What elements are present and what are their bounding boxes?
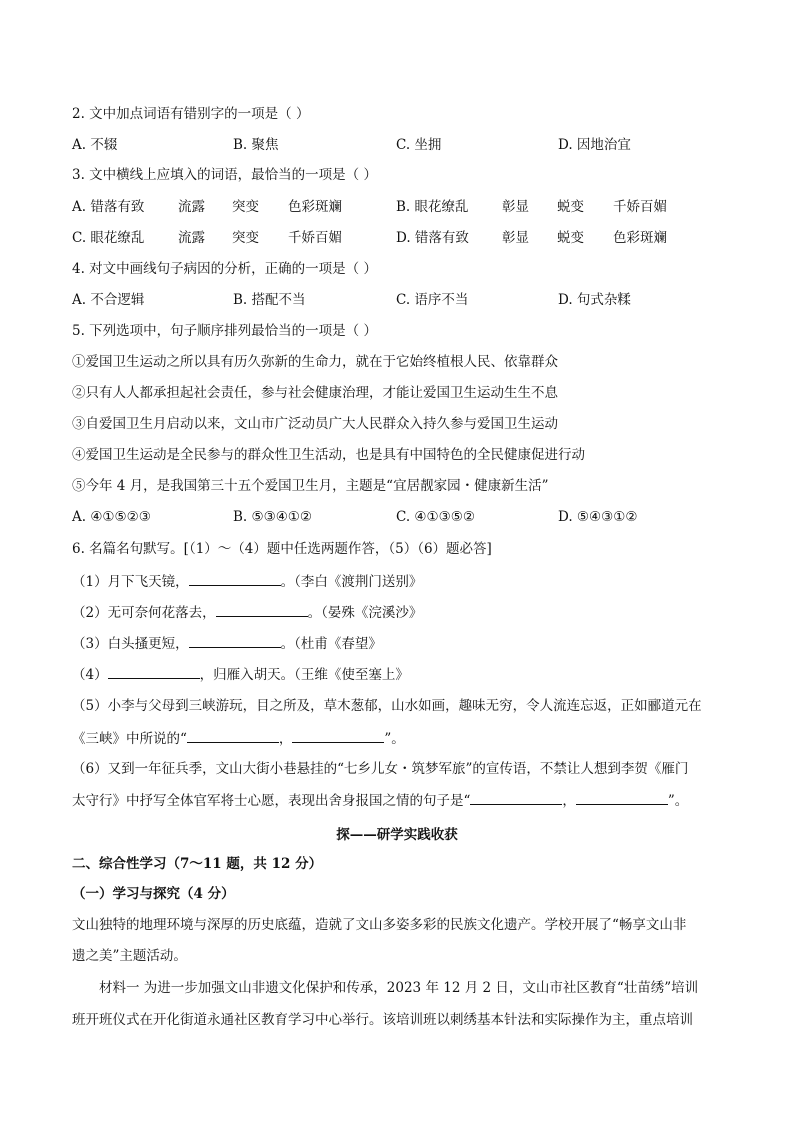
answer-blank[interactable] — [189, 572, 281, 586]
q6-item-4 — [72, 665, 409, 684]
answer-blank[interactable] — [216, 603, 308, 617]
q5-option-d: D. ⑤④③①② — [558, 509, 638, 525]
q6-stem: 6. 名篇名句默写。[（1）～（4）题中任选两题作答，（5）（6）题必答] — [72, 541, 492, 557]
q6-item-2-source: 。（晏殊《浣溪沙》 — [307, 605, 423, 621]
q3-option-c-word: 千娇百媚 — [288, 230, 342, 246]
q2-option-d: D. 因地治宜 — [558, 137, 631, 153]
q6-item-5-line1: （5）小李与父母到三峡游玩，目之所及，草木葱郁，山水如画，趣味无穷，令人流连忘返，正如郦道元在 — [72, 698, 702, 714]
part2-intro-line1: 文山独特的地理环境与深厚的历史底蕴，造就了文山多姿多彩的民族文化遗产。学校开展了“畅享文山非 — [72, 917, 687, 933]
q6-item-5-line2 — [72, 729, 405, 748]
q3-option-d-word: 色彩斑斓 — [613, 230, 667, 246]
q4-stem: 4. 对文中画线句子病因的分析，正确的一项是（ ） — [72, 261, 377, 277]
q3-option-b-word: 蜕变 — [557, 199, 584, 215]
part2-intro-line2: 遗之美”主题活动。 — [72, 948, 187, 964]
q6-item-5-comma: ， — [278, 731, 293, 747]
answer-blank[interactable] — [189, 634, 281, 648]
q5-sentence: ④爱国卫生运动是全民参与的群众性卫生活动，也是具有中国特色的全民健康促进行动 — [72, 447, 585, 463]
q2-option-c: C. 坐拥 — [396, 137, 442, 153]
section-title: 探——研学实践收获 — [336, 827, 458, 843]
q6-item-6-line1: （6）又到一年征兵季，文山大街小巷悬挂的“七乡儿女・筑梦军旅”的宣传语，不禁让人想到李贺《雁门 — [72, 761, 689, 777]
q6-item-3 — [72, 634, 382, 653]
q6-item-3-source: 。（杜甫《春望》 — [280, 636, 382, 652]
answer-blank[interactable] — [576, 791, 668, 805]
q4-option-c: C. 语序不当 — [396, 292, 469, 308]
q4-option-d: D. 句式杂糅 — [558, 292, 631, 308]
q6-item-5-end: ”。 — [384, 731, 405, 747]
answer-blank[interactable] — [470, 791, 562, 805]
q6-item-5-text: 《三峡》中所说的“ — [72, 731, 187, 747]
q3-option-d-word: 彰显 — [502, 230, 529, 246]
answer-blank[interactable] — [292, 729, 384, 743]
q6-item-1-prompt: （1）月下飞天镜， — [72, 574, 189, 590]
q2-option-a: A. 不辍 — [72, 137, 118, 153]
q6-item-4-prompt: （4） — [72, 667, 108, 683]
q5-sentence: ①爱国卫生运动之所以具有历久弥新的生命力，就在于它始终植根人民、依靠群众 — [72, 354, 558, 370]
q6-item-4-source: ，归雁入胡天。（王维《使至塞上》 — [199, 667, 409, 683]
q6-item-1 — [72, 572, 422, 591]
q3-option-c-word: 突变 — [232, 230, 259, 246]
q6-item-2-prompt: （2）无可奈何花落去， — [72, 605, 216, 621]
q6-item-1-source: 。（李白《渡荆门送别》 — [280, 574, 423, 590]
q5-option-c: C. ④①③⑤② — [396, 509, 475, 525]
q6-item-3-prompt: （3）白头搔更短， — [72, 636, 189, 652]
q3-stem: 3. 文中横线上应填入的词语，最恰当的一项是（ ） — [72, 167, 377, 183]
q5-option-a: A. ④①⑤②③ — [72, 509, 151, 525]
q3-option-a-word: 色彩斑斓 — [288, 199, 342, 215]
q2-option-b: B. 聚焦 — [233, 137, 279, 153]
q5-stem: 5. 下列选项中，句子顺序排列最恰当的一项是（ ） — [72, 323, 377, 339]
q3-option-c-word: 流露 — [178, 230, 205, 246]
q3-option-a-word: 流露 — [178, 199, 205, 215]
q4-option-b: B. 搭配不当 — [233, 292, 306, 308]
q3-option-d-label: D. 错落有致 — [396, 230, 469, 246]
q3-option-b-word: 彰显 — [502, 199, 529, 215]
q3-option-b-word: 千娇百媚 — [613, 199, 667, 215]
q5-sentence: ②只有人人都承担起社会责任，参与社会健康治理，才能让爱国卫生运动生生不息 — [72, 385, 558, 401]
q5-option-b: B. ⑤③④①② — [233, 509, 313, 525]
q5-sentence: ③自爱国卫生月启动以来，文山市广泛动员广大人民群众入持久参与爱国卫生运动 — [72, 416, 558, 432]
q3-option-b-label: B. 眼花缭乱 — [396, 199, 469, 215]
q6-item-6-end: ”。 — [667, 793, 689, 809]
q6-item-2 — [72, 603, 422, 622]
q6-item-6-line2 — [72, 791, 688, 810]
q3-option-d-word: 蜕变 — [557, 230, 584, 246]
q2-stem: 2. 文中加点词语有错别字的一项是（ ） — [72, 106, 310, 122]
part2-subheading: （一）学习与探究（4 分） — [72, 886, 235, 902]
q6-item-6-text: 太守行》中抒写全体官军将士心愿，表现出舍身报国之情的句子是“ — [72, 793, 471, 809]
q6-item-6-comma: ， — [562, 793, 576, 809]
q4-option-a: A. 不合逻辑 — [72, 292, 145, 308]
part2-heading: 二、综合性学习（7～11 题，共 12 分） — [72, 856, 323, 872]
q3-option-a-word: 突变 — [232, 199, 259, 215]
answer-blank[interactable] — [108, 665, 200, 679]
q3-option-c-label: C. 眼花缭乱 — [72, 230, 145, 246]
q5-sentence: ⑤今年 4 月，是我国第三十五个爱国卫生月，主题是“宜居靓家园・健康新生活” — [72, 478, 549, 494]
material1-line2: 班开班仪式在开化街道永通社区教育学习中心举行。该培训班以刺绣基本针法和实际操作为主，重点培训 — [72, 1012, 693, 1028]
q3-option-a-label: A. 错落有致 — [72, 199, 145, 215]
material1-line1: 材料一 为进一步加强文山非遗文化保护和传承，2023 年 12 月 2 日，文山市社区教育“壮苗绣”培训 — [99, 980, 699, 996]
answer-blank[interactable] — [187, 729, 279, 743]
